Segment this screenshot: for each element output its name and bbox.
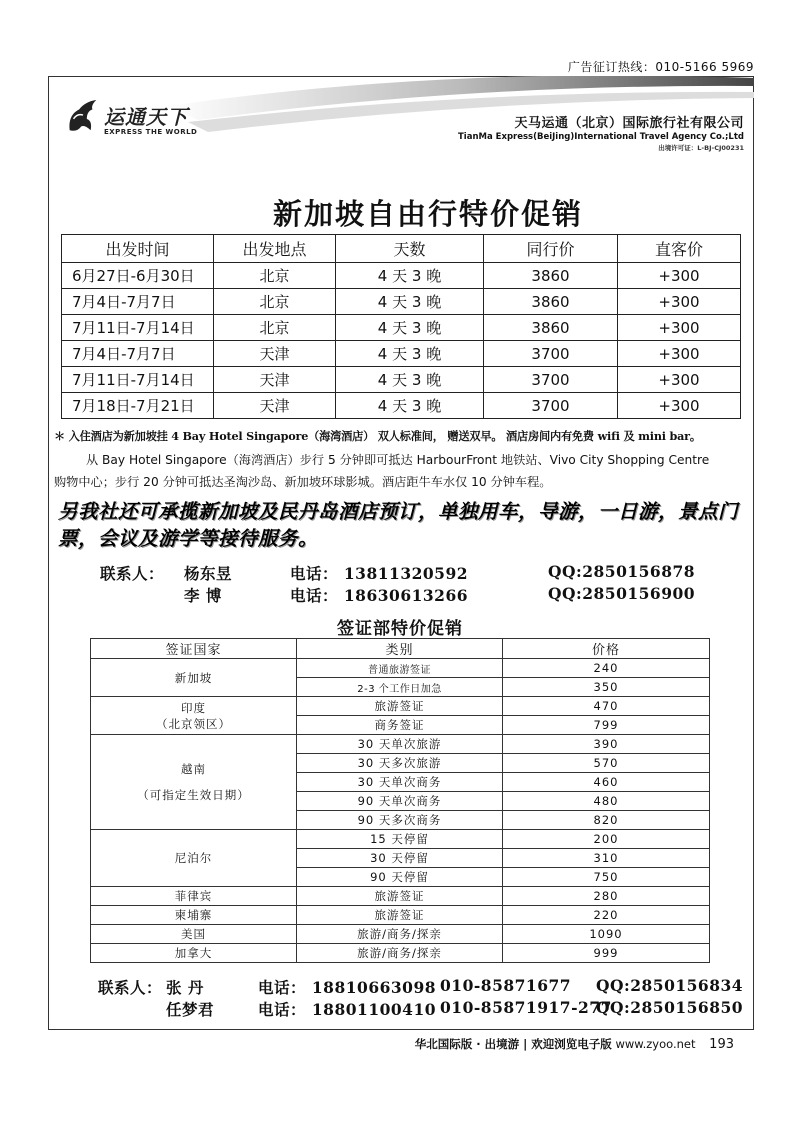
contact-phone: 电话： 18630613266 [290,586,469,605]
departure-city: 天津 [214,367,336,393]
visa-price: 1090 [503,925,710,944]
departure-city: 北京 [214,289,336,315]
visa-type: 商务签证 [297,716,503,735]
col-header: 直客价 [618,235,741,263]
services-promo: 另我社还可承揽新加坡及民丹岛酒店预订，单独用车，导游，一日游，景点门票，会议及游学等接待服务。 [58,500,739,550]
logo-en: EXPRESS THE WORLD [104,128,198,136]
visa-price-table [90,638,710,963]
visa-price: 200 [503,830,710,849]
tour-header-row [62,235,741,263]
departure-date: 6月27日-6月30日 [62,263,214,289]
table-row [62,341,741,367]
duration: 4 天 3 晚 [336,289,484,315]
table-row [62,393,741,419]
tour-title: 新加坡自由行特价促销 [272,197,583,231]
agency-name-cn: 天马运通（北京）国际旅行社有限公司 [514,116,744,131]
col-header: 签证国家 [91,639,297,659]
agent-price: 3860 [484,289,618,315]
hotel-note: ＊ 入住酒店为新加坡挂 4 Bay Hotel Singapore（海湾酒店） 双人标准间， 赠送双早。 酒店房间内有免费 wifi 及 mini bar。 [54,429,701,443]
table-row [62,315,741,341]
company-logo [64,98,197,136]
visa-title: 签证部特价促销 [337,619,463,639]
visa-type: 旅游签证 [297,697,503,716]
direct-price: +300 [618,367,741,393]
contact-name: 李 博 [184,586,222,605]
agent-price: 3860 [484,315,618,341]
tour-price-table [61,234,741,419]
visa-price: 750 [503,868,710,887]
contact-name: 杨东昱 [184,564,233,583]
visa-type: 30 天单次商务 [297,773,503,792]
visa-country: 尼泊尔 [91,830,297,887]
table-row [62,289,741,315]
agency-name-en: TianMa Express(BeiJing)International Travel Agency Co.;Ltd [458,132,744,142]
col-header: 天数 [336,235,484,263]
footer-divider: | [523,1037,528,1051]
visa-price: 799 [503,716,710,735]
visa-type: 15 天停留 [297,830,503,849]
visa-type: 30 天多次旅游 [297,754,503,773]
contact-qq: QQ:2850156900 [548,584,696,603]
departure-city: 天津 [214,393,336,419]
visa-type: 30 天停留 [297,849,503,868]
ad-hotline: 广告征订热线：010-5166 5969 [567,60,754,74]
visa-price: 350 [503,678,710,697]
visa-price: 480 [503,792,710,811]
contact-phone: 电话： 13811320592 [290,564,469,583]
table-row [91,887,710,906]
visa-type: 30 天单次旅游 [297,735,503,754]
visa-price: 220 [503,906,710,925]
table-row [62,367,741,393]
table-row [91,906,710,925]
visa-type: 旅游签证 [297,906,503,925]
contact-label: 联系人： [100,564,165,583]
contact-qq: QQ:2850156850 [596,998,744,1017]
visa-header-row [91,639,710,659]
agent-price: 3700 [484,393,618,419]
direct-price: +300 [618,315,741,341]
table-row [91,659,710,678]
departure-date: 7月11日-7月14日 [62,367,214,393]
footer-slogan: 欢迎浏览电子版 [531,1037,612,1051]
visa-country: 柬埔寨 [91,906,297,925]
contact-name: 张 丹 [166,978,204,997]
visa-country: 菲律宾 [91,887,297,906]
contact-qq: QQ:2850156834 [596,976,744,995]
departure-city: 北京 [214,263,336,289]
footer-section: 华北国际版 · 出境游 [414,1037,520,1051]
visa-type: 旅游/商务/探亲 [297,925,503,944]
contact-phone: 电话： 18801100410 [258,1000,437,1019]
country-note: （可指定生效日期） [137,788,250,802]
visa-country [91,697,297,735]
col-header: 价格 [503,639,710,659]
col-header: 出发地点 [214,235,336,263]
visa-country: 新加坡 [91,659,297,697]
visa-price: 390 [503,735,710,754]
visa-price: 310 [503,849,710,868]
winged-horse-icon [64,98,102,136]
agent-price: 3700 [484,341,618,367]
page-footer [415,1036,734,1052]
visa-price: 470 [503,697,710,716]
departure-date: 7月4日-7月7日 [62,289,214,315]
visa-type: 90 天停留 [297,868,503,887]
duration: 4 天 3 晚 [336,315,484,341]
contact-tel: 010-85871917-277 [440,998,612,1017]
table-row [91,735,710,754]
visa-price: 820 [503,811,710,830]
hotel-access-line2: 购物中心；步行 20 分钟可抵达圣淘沙岛、新加坡环球影城。酒店距牛车水仅 10 分钟车程。 [54,475,552,489]
col-header: 同行价 [484,235,618,263]
table-row [91,830,710,849]
country-name: 越南 [181,762,206,776]
agent-price: 3700 [484,367,618,393]
visa-type: 90 天多次商务 [297,811,503,830]
duration: 4 天 3 晚 [336,367,484,393]
departure-date: 7月11日-7月14日 [62,315,214,341]
departure-city: 天津 [214,341,336,367]
visa-type: 旅游/商务/探亲 [297,944,503,963]
visa-type: 旅游签证 [297,887,503,906]
duration: 4 天 3 晚 [336,263,484,289]
visa-type: 普通旅游签证 [297,659,503,678]
country-name: 印度 [181,700,206,715]
visa-price: 999 [503,944,710,963]
duration: 4 天 3 晚 [336,341,484,367]
visa-country: 美国 [91,925,297,944]
agent-price: 3860 [484,263,618,289]
page-number: 193 [709,1037,734,1052]
duration: 4 天 3 晚 [336,393,484,419]
visa-type: 90 天单次商务 [297,792,503,811]
direct-price: +300 [618,341,741,367]
col-header: 类别 [297,639,503,659]
table-row [91,697,710,716]
visa-price: 570 [503,754,710,773]
visa-price: 240 [503,659,710,678]
agency-block [458,112,744,152]
table-row [62,263,741,289]
table-row [91,944,710,963]
visa-country [91,735,297,830]
country-note: （北京领区） [156,716,231,731]
visa-country: 加拿大 [91,944,297,963]
contact-qq: QQ:2850156878 [548,562,696,581]
logo-cn: 运通天下 [104,105,188,129]
departure-city: 北京 [214,315,336,341]
direct-price: +300 [618,393,741,419]
hotel-access-line1: 从 Bay Hotel Singapore（海湾酒店）步行 5 分钟即可抵达 HarbourFront 地铁站、Vivo City Shopping Centre [86,453,710,467]
contact-tel: 010-85871677 [440,976,572,995]
contact-label: 联系人： [98,978,163,997]
col-header: 出发时间 [62,235,214,263]
contact-name: 任梦君 [166,1000,215,1019]
table-row [91,925,710,944]
agency-license: 出境许可证：L-BJ-CJ00231 [658,144,744,152]
visa-price: 460 [503,773,710,792]
visa-type: 2-3 个工作日加急 [297,678,503,697]
departure-date: 7月18日-7月21日 [62,393,214,419]
departure-date: 7月4日-7月7日 [62,341,214,367]
visa-price: 280 [503,887,710,906]
direct-price: +300 [618,289,741,315]
direct-price: +300 [618,263,741,289]
contact-phone: 电话： 18810663098 [258,978,437,997]
footer-url[interactable]: www.zyoo.net [615,1037,696,1051]
